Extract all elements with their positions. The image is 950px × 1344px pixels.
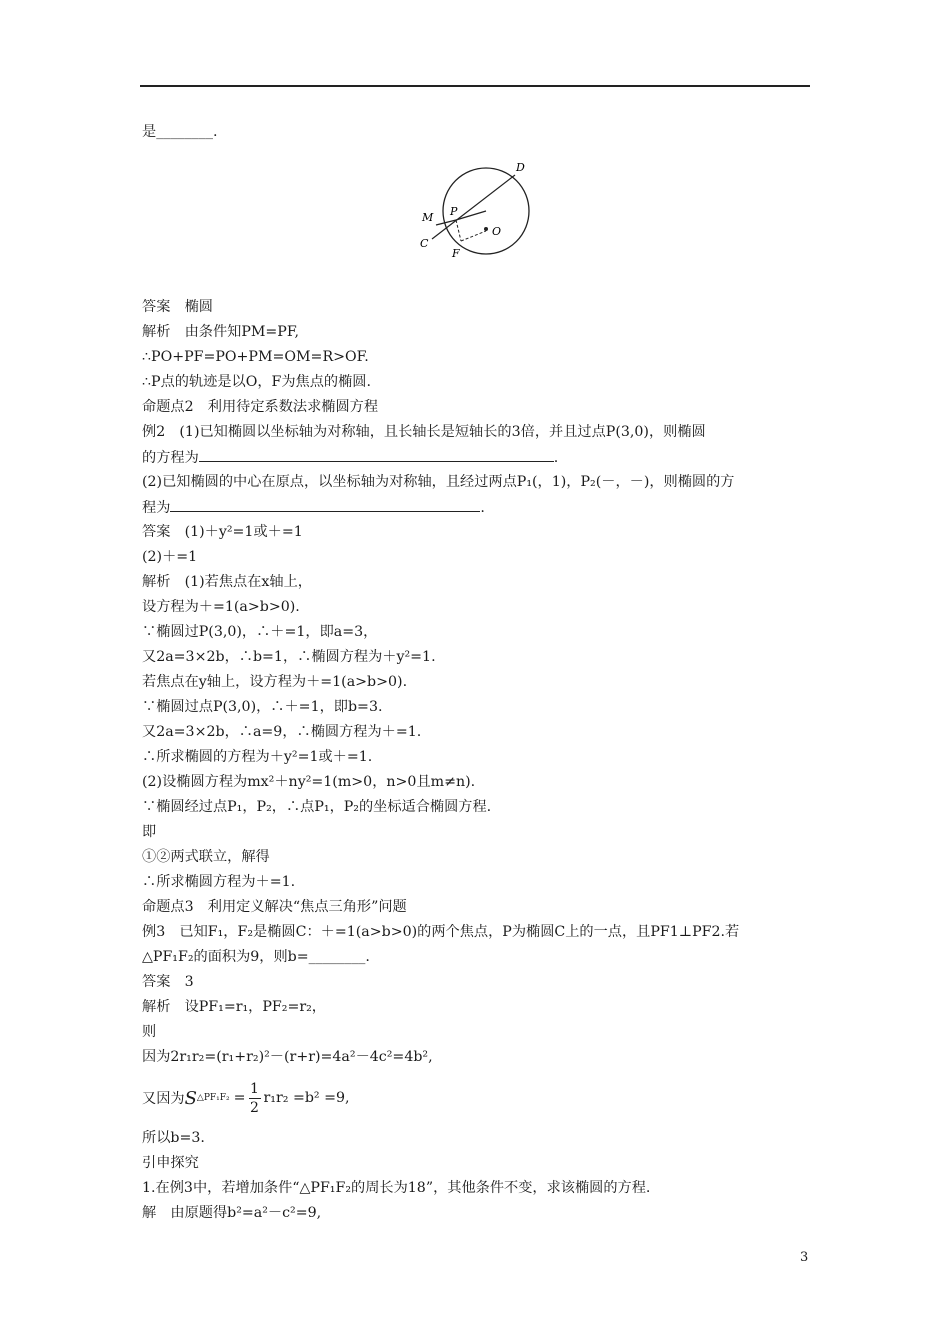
label-d: D: [516, 161, 525, 174]
text-line: 解析 设PF₁=r₁，PF₂=r₂，: [142, 999, 326, 1015]
chord-cd: [432, 175, 515, 239]
text-line: ①②两式联立，解得: [142, 849, 270, 865]
text-line: (2)＋=1: [142, 549, 198, 565]
text-line: 是________.: [142, 124, 218, 140]
formula-rest: r₁r₂ =b² =9,: [263, 1090, 350, 1106]
label-c: C: [420, 237, 429, 250]
answer-blank: [199, 445, 554, 462]
text-line: (2)已知椭圆的中心在原点，以坐标轴为对称轴，且经过两点P₁(，1)，P₂(－，－)，则椭圆的方: [142, 474, 735, 490]
text-line: ∵椭圆过P(3,0)，∴＋=1，即a=3，: [142, 624, 378, 640]
text-line: 则: [142, 1024, 157, 1040]
fraction-bar: [249, 1098, 261, 1099]
text-line: ∵椭圆经过点P₁，P₂，∴点P₁，P₂的坐标适合椭圆方程.: [142, 799, 492, 815]
text-line: 例3 已知F₁，F₂是椭圆C：＋=1(a>b>0)的两个焦点，P为椭圆C上的一点，且PF1⊥PF2.若: [142, 924, 740, 940]
text-line: 所以b=3.: [142, 1130, 205, 1146]
segment-po: [456, 211, 486, 220]
segment-pf: [456, 220, 461, 241]
text-line: 的方程为 .: [142, 445, 822, 470]
fraction-numerator: 1: [250, 1080, 259, 1097]
text-line: 又2a=3×2b，∴a=9，∴椭圆方程为＋=1.: [142, 724, 422, 740]
text-line: ∴P点的轨迹是以O，F为焦点的椭圆.: [142, 374, 371, 390]
label-m: M: [422, 211, 434, 224]
formula-eq: =: [233, 1090, 246, 1106]
formula-s: S: [184, 1087, 197, 1109]
text-span: 程为: [142, 500, 171, 516]
answer-line: 答案 (1)＋y²=1或＋=1: [142, 524, 303, 540]
answer-line: 答案 3: [142, 974, 194, 990]
text-line: 又2a=3×2b，∴b=1，∴椭圆方程为＋y²=1.: [142, 649, 436, 665]
text-line: 因为2r₁r₂=(r₁+r₂)²－(r+r)=4a²－4c²=4b²,: [142, 1049, 433, 1065]
area-formula: [142, 1070, 822, 1126]
text-line: 例2 (1)已知椭圆以坐标轴为对称轴，且长轴长是短轴长的3倍，并且过点P(3,0)，则椭圆: [142, 424, 706, 440]
text-line: 若焦点在y轴上，设方程为＋=1(a>b>0).: [142, 674, 408, 690]
label-p: P: [450, 205, 458, 218]
text-line: 程为 .: [142, 495, 822, 520]
text-line: 即: [142, 824, 157, 840]
text-line: 解 由原题得b²=a²－c²=9,: [142, 1205, 322, 1221]
label-o: O: [492, 225, 502, 238]
formula-s-sub: △PF₁F₂: [196, 1093, 230, 1103]
section-heading: 引申探究: [142, 1155, 199, 1171]
answer-blank: [170, 495, 480, 512]
text-line: 设方程为＋=1(a>b>0).: [142, 599, 300, 615]
header-rule: [140, 85, 810, 87]
section-heading: 命题点3 利用定义解决“焦点三角形”问题: [142, 899, 407, 915]
text-line: ∴PO+PF=PO+PM=OM=R>OF.: [142, 349, 369, 365]
text-line: ∵椭圆过点P(3,0)，∴＋=1，即b=3.: [142, 699, 383, 715]
text-line: 解析 (1)若焦点在x轴上，: [142, 574, 312, 590]
circle-figure: [142, 145, 822, 295]
answer-line: 答案 椭圆: [142, 299, 213, 315]
text-line: 解析 由条件知PM=PF,: [142, 324, 299, 340]
point-o: [484, 227, 488, 231]
text-line: 1.在例3中，若增加条件“△PF₁F₂的周长为18”，其他条件不变，求该椭圆的方程.: [142, 1180, 651, 1196]
label-f: F: [452, 247, 460, 260]
formula-prefix: 又因为: [142, 1091, 185, 1107]
page-number: 3: [800, 1250, 809, 1265]
text-line: △PF₁F₂的面积为9，则b=________.: [142, 949, 370, 965]
text-line: ∴所求椭圆的方程为＋y²=1或＋=1.: [142, 749, 373, 765]
text-line: ∴所求椭圆方程为＋=1.: [142, 874, 296, 890]
section-heading: 命题点2 利用待定系数法求椭圆方程: [142, 399, 379, 415]
text-line: (2)设椭圆方程为mx²＋ny²=1(m>0，n>0且m≠n).: [142, 774, 476, 790]
text-span: 的方程为: [142, 450, 199, 466]
fraction-one-half: [249, 1081, 261, 1116]
segment-fo: [461, 231, 486, 241]
ellipse-locus-diagram: [412, 149, 552, 269]
fraction-denominator: 2: [250, 1099, 259, 1116]
document-body: [142, 120, 822, 1226]
